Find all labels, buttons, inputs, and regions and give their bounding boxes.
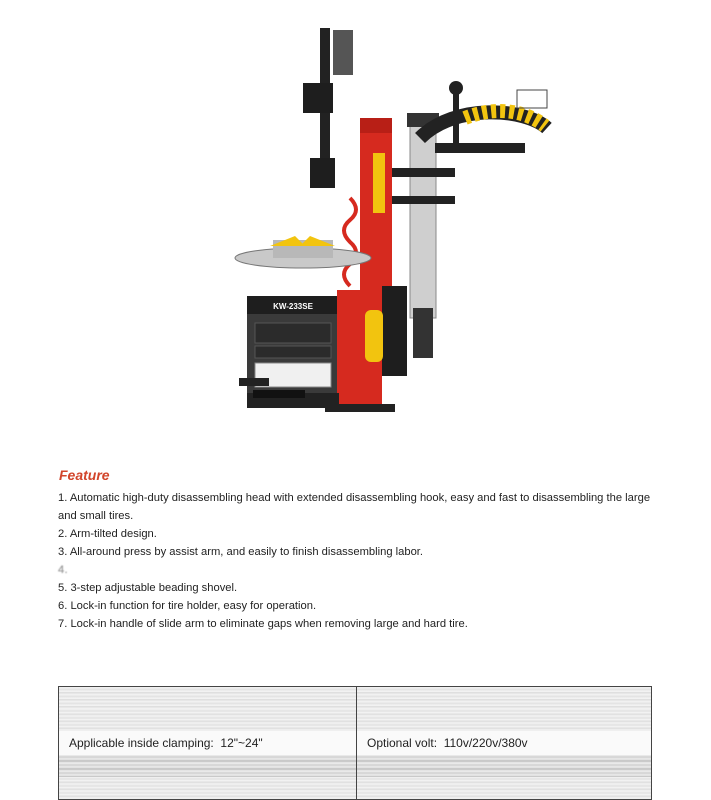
spec-cell <box>357 709 652 731</box>
spec-cell <box>59 709 357 731</box>
feature-item-4: 4. <box>58 564 68 576</box>
spec-table <box>58 686 652 800</box>
spec-row-blurred <box>59 709 652 731</box>
spec-cell <box>59 777 357 800</box>
spec-clamping-label: Applicable inside clamping: <box>69 736 214 750</box>
spec-row-blurred <box>59 687 652 710</box>
feature-item-2: 2. Arm-tilted design. <box>58 528 157 540</box>
spec-row-blurred <box>59 777 652 800</box>
spec-clamping-value: 12"~24" <box>220 736 263 750</box>
spec-row <box>59 731 652 755</box>
feature-item-3: 3. All-around press by assist arm, and easily to finish disassembling labor. <box>58 546 424 558</box>
spec-row-blurred <box>59 755 652 777</box>
model-label: KW-233SE <box>273 302 313 311</box>
spec-volt-value: 110v/220v/380v <box>443 736 528 750</box>
feature-item-1: 1. Automatic high-duty disassembling head with extended disassembling hook, easy and fast to disassembling the large and small tires. <box>58 492 651 522</box>
feature-heading: Feature <box>59 467 110 483</box>
feature-item-6: 6. Lock-in function for tire holder, easy for operation. <box>58 600 317 612</box>
spec-cell <box>357 755 652 777</box>
spec-volt-label: Optional volt: <box>367 736 438 750</box>
feature-item-5: 5. 3-step adjustable beading shovel. <box>58 582 238 594</box>
tire-changer-image <box>225 18 565 418</box>
feature-list <box>58 489 668 633</box>
spec-cell <box>357 687 652 710</box>
spec-volt-cell <box>357 731 652 755</box>
spec-cell <box>357 777 652 800</box>
feature-item-7: 7. Lock-in handle of slide arm to eliminate gaps when removing large and hard tire. <box>58 618 468 630</box>
spec-clamping-cell <box>59 731 357 755</box>
spec-cell <box>59 755 357 777</box>
spec-cell <box>59 687 357 710</box>
